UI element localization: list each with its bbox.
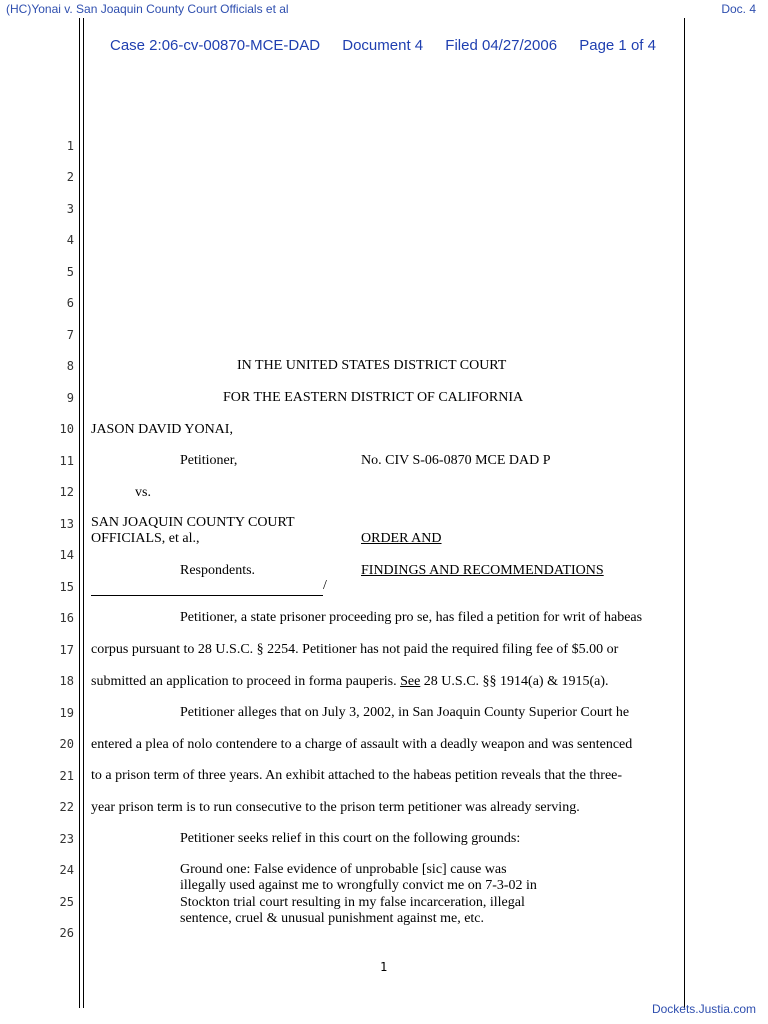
body-line: entered a plea of nolo contendere to a charge of assault with a deadly weapon and was sentenced (91, 737, 633, 752)
case-header (110, 37, 674, 54)
line-number: 18 (59, 674, 74, 688)
body-text: 28 U.S.C. §§ 1914(a) & 1915(a). (420, 674, 609, 689)
justia-footer-link[interactable]: Dockets.Justia.com (651, 1002, 756, 1016)
respondent-label: Respondents. (180, 563, 256, 578)
see-signal: See (400, 674, 421, 689)
line-number: 4 (66, 233, 74, 247)
doc-number-link[interactable]: Doc. 4 (721, 2, 756, 16)
filed-date: Filed 04/27/2006 (445, 37, 558, 54)
petitioner-label: Petitioner, (180, 453, 238, 468)
line-number: 15 (59, 580, 74, 594)
petitioner-name: JASON DAVID YONAI, (91, 422, 233, 437)
court-name: IN THE UNITED STATES DISTRICT COURT (237, 358, 507, 373)
line-number: 11 (59, 454, 74, 468)
quote-line: Stockton trial court resulting in my false incarceration, illegal (180, 895, 525, 910)
line-number: 7 (66, 328, 74, 342)
document-number: Document 4 (342, 37, 424, 54)
line-number: 8 (66, 359, 74, 373)
quote-line: Ground one: False evidence of unprobable [sic] cause was (180, 862, 507, 877)
line-number: 19 (59, 706, 74, 720)
case-number: Case 2:06-cv-00870-MCE-DAD (110, 37, 321, 54)
left-margin-rule-outer (79, 18, 80, 1008)
respondent-name-line1: SAN JOAQUIN COUNTY COURT (91, 515, 295, 530)
body-line: Petitioner alleges that on July 3, 2002, in San Joaquin County Superior Court he (180, 705, 630, 720)
top-bar (0, 2, 768, 20)
right-margin-rule (684, 18, 685, 1008)
body-line: Petitioner seeks relief in this court on the following grounds: (180, 831, 521, 846)
page-number: 1 (380, 960, 388, 974)
body-text: submitted an application to proceed in forma pauperis. (91, 674, 401, 689)
line-number: 23 (59, 832, 74, 846)
page-indicator: Page 1 of 4 (579, 37, 656, 54)
line-number: 25 (59, 895, 74, 909)
line-number: 3 (66, 202, 74, 216)
line-number: 12 (59, 485, 74, 499)
caption-rule (91, 595, 323, 596)
body-line: year prison term is to run consecutive to the prison term petitioner was already serving. (91, 800, 580, 815)
line-number: 26 (59, 926, 74, 940)
line-number: 2 (66, 170, 74, 184)
line-number: 17 (59, 643, 74, 657)
caption-slash: / (323, 578, 327, 593)
left-margin-rule-inner (83, 18, 84, 1008)
body-line (91, 674, 609, 690)
line-number: 13 (59, 517, 74, 531)
line-number: 1 (66, 139, 74, 153)
line-number: 22 (59, 800, 74, 814)
order-title-line1: ORDER AND (361, 531, 442, 546)
case-number-caption: No. CIV S-06-0870 MCE DAD P (361, 453, 551, 468)
quote-line: illegally used against me to wrongfully convict me on 7-3-02 in (180, 878, 537, 893)
line-number: 16 (59, 611, 74, 625)
docket-title-link[interactable]: (HC)Yonai v. San Joaquin County Court Officials et al (6, 2, 289, 16)
line-number: 20 (59, 737, 74, 751)
line-number: 6 (66, 296, 74, 310)
body-line: Petitioner, a state prisoner proceeding pro se, has filed a petition for writ of habeas (180, 610, 643, 625)
line-number: 14 (59, 548, 74, 562)
line-number: 21 (59, 769, 74, 783)
line-number: 5 (66, 265, 74, 279)
quote-line: sentence, cruel & unusual punishment against me, etc. (180, 911, 485, 926)
order-title-line2: FINDINGS AND RECOMMENDATIONS (361, 563, 604, 578)
line-number: 24 (59, 863, 74, 877)
line-number: 10 (59, 422, 74, 436)
body-line: to a prison term of three years. An exhibit attached to the habeas petition reveals that the three- (91, 768, 623, 783)
line-number: 9 (66, 391, 74, 405)
versus: vs. (135, 485, 151, 500)
body-line: corpus pursuant to 28 U.S.C. § 2254. Petitioner has not paid the required filing fee of $5.00 or (91, 642, 619, 657)
court-district: FOR THE EASTERN DISTRICT OF CALIFORNIA (223, 390, 524, 405)
respondent-name-line2: OFFICIALS, et al., (91, 531, 200, 546)
